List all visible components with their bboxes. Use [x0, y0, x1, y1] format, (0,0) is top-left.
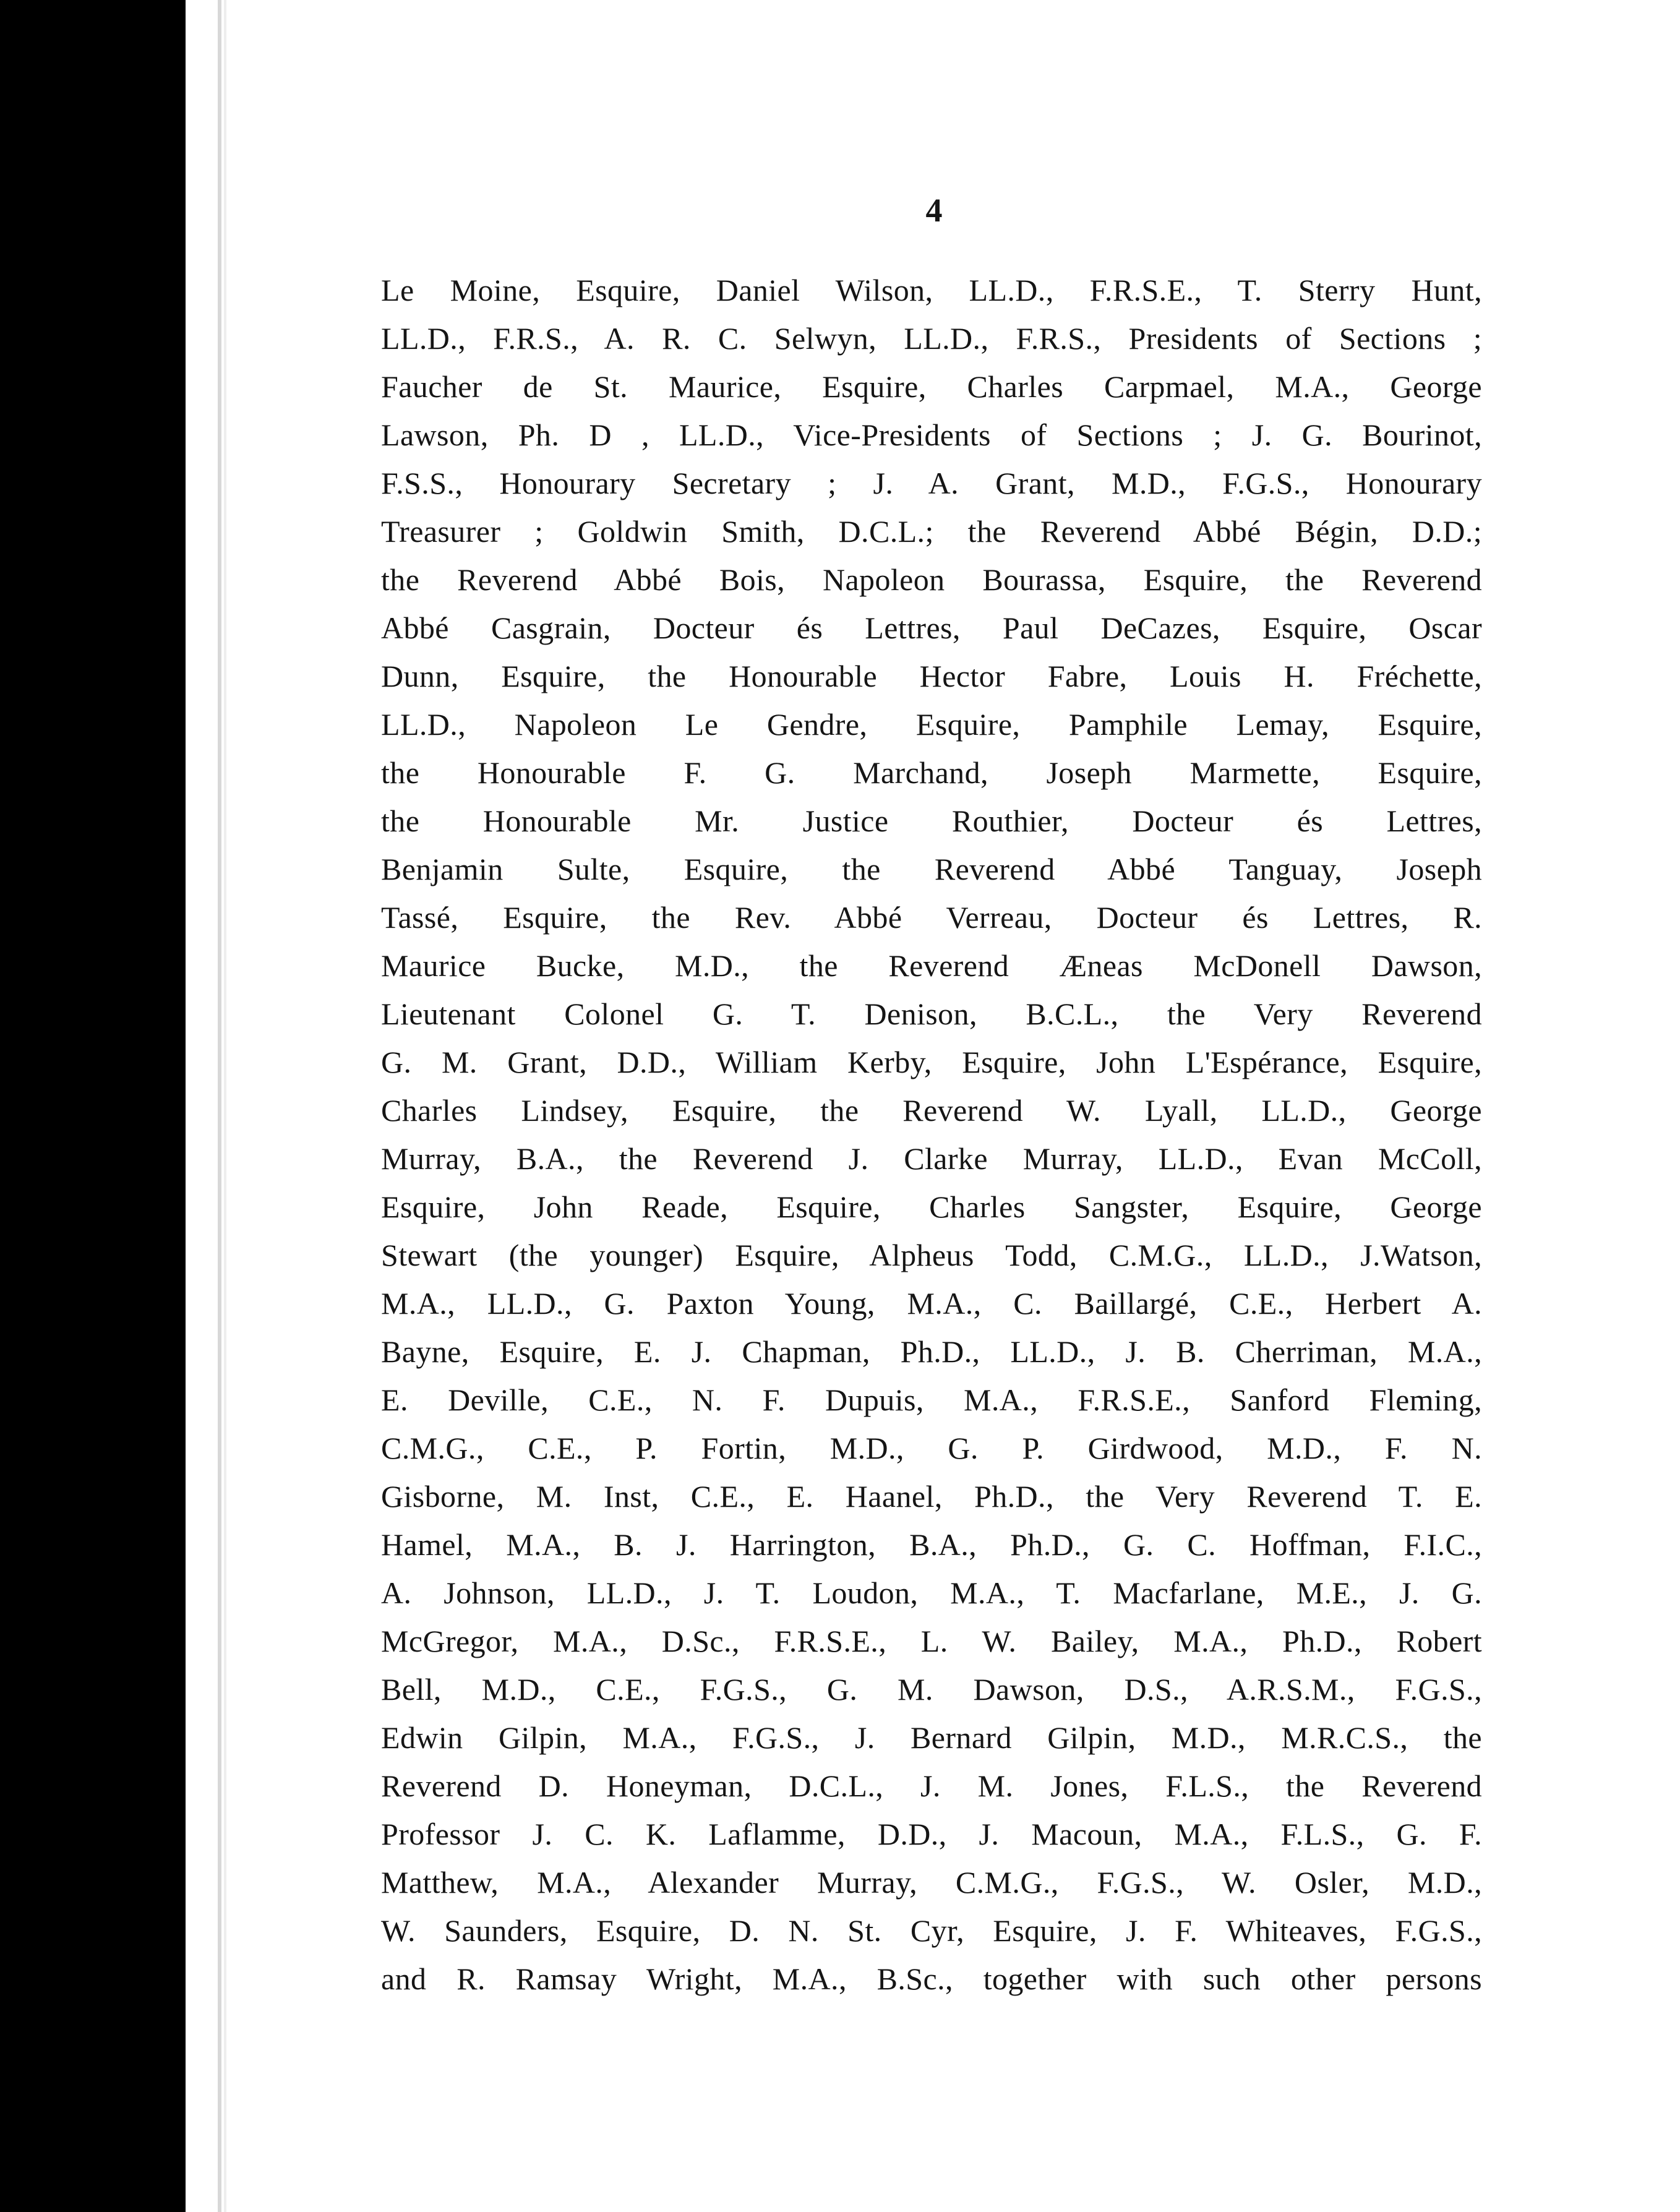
text-line: Treasurer ; Goldwin Smith, D.C.L.; the Reverend Abbé Bégin, D.D.; — [381, 514, 1482, 549]
text-line: Lieutenant Colonel G. T. Denison, B.C.L., the Very Reverend — [381, 997, 1482, 1031]
text-line: the Honourable F. G. Marchand, Joseph Marmette, Esquire, — [381, 755, 1482, 790]
body-paragraph — [381, 266, 1482, 2003]
text-line: Professor J. C. K. Laflamme, D.D., J. Macoun, M.A., F.L.S., G. F. — [381, 1817, 1482, 1851]
text-line: Matthew, M.A., Alexander Murray, C.M.G., F.G.S., W. Osler, M.D., — [381, 1865, 1482, 1900]
text-line: Tassé, Esquire, the Rev. Abbé Verreau, Docteur és Lettres, R. — [381, 900, 1482, 935]
text-line: Dunn, Esquire, the Honourable Hector Fabre, Louis H. Fréchette, — [381, 659, 1482, 693]
text-line: the Honourable Mr. Justice Routhier, Docteur és Lettres, — [381, 804, 1482, 838]
text-line: E. Deville, C.E., N. F. Dupuis, M.A., F.R.S.E., Sanford Fleming, — [381, 1382, 1482, 1417]
text-line: Murray, B.A., the Reverend J. Clarke Murray, LL.D., Evan McColl, — [381, 1141, 1482, 1176]
text-line: the Reverend Abbé Bois, Napoleon Bourassa, Esquire, the Reverend — [381, 562, 1482, 597]
text-line: LL.D., F.R.S., A. R. C. Selwyn, LL.D., F.R.S., Presidents of Sections ; — [381, 321, 1482, 356]
text-line: G. M. Grant, D.D., William Kerby, Esquire, John L'Espérance, Esquire, — [381, 1045, 1482, 1079]
page-number: 4 — [925, 192, 943, 229]
text-line: Le Moine, Esquire, Daniel Wilson, LL.D., F.R.S.E., T. Sterry Hunt, — [381, 273, 1482, 307]
text-line: Charles Lindsey, Esquire, the Reverend W. Lyall, LL.D., George — [381, 1093, 1482, 1128]
page-spine-highlight — [224, 0, 226, 2212]
text-line: McGregor, M.A., D.Sc., F.R.S.E., L. W. Bailey, M.A., Ph.D., Robert — [381, 1624, 1482, 1658]
text-line: W. Saunders, Esquire, D. N. St. Cyr, Esquire, J. F. Whiteaves, F.G.S., — [381, 1913, 1482, 1948]
text-line: Faucher de St. Maurice, Esquire, Charles Carpmael, M.A., George — [381, 369, 1482, 404]
text-line: A. Johnson, LL.D., J. T. Loudon, M.A., T. Macfarlane, M.E., J. G. — [381, 1575, 1482, 1610]
scan-left-border — [0, 0, 186, 2212]
text-line: Esquire, John Reade, Esquire, Charles Sangster, Esquire, George — [381, 1190, 1482, 1224]
text-line: Abbé Casgrain, Docteur és Lettres, Paul DeCazes, Esquire, Oscar — [381, 611, 1482, 645]
text-line: C.M.G., C.E., P. Fortin, M.D., G. P. Girdwood, M.D., F. N. — [381, 1431, 1482, 1465]
text-line: Stewart (the younger) Esquire, Alpheus Todd, C.M.G., LL.D., J.Watson, — [381, 1238, 1482, 1272]
text-line: Reverend D. Honeyman, D.C.L., J. M. Jones, F.L.S., the Reverend — [381, 1768, 1482, 1803]
page-spine-shadow — [218, 0, 221, 2212]
text-line: and R. Ramsay Wright, M.A., B.Sc., together with such other persons — [381, 1961, 1482, 1996]
text-line: Bell, M.D., C.E., F.G.S., G. M. Dawson, D.S., A.R.S.M., F.G.S., — [381, 1672, 1482, 1707]
text-line: Lawson, Ph. D , LL.D., Vice-Presidents of Sections ; J. G. Bourinot, — [381, 418, 1482, 452]
text-line: F.S.S., Honourary Secretary ; J. A. Grant, M.D., F.G.S., Honourary — [381, 466, 1482, 500]
text-line: Bayne, Esquire, E. J. Chapman, Ph.D., LL.D., J. B. Cherriman, M.A., — [381, 1334, 1482, 1369]
text-line: LL.D., Napoleon Le Gendre, Esquire, Pamphile Lemay, Esquire, — [381, 707, 1482, 742]
text-line: Gisborne, M. Inst, C.E., E. Haanel, Ph.D., the Very Reverend T. E. — [381, 1479, 1482, 1514]
text-line: Maurice Bucke, M.D., the Reverend Æneas McDonell Dawson, — [381, 948, 1482, 983]
text-line: Hamel, M.A., B. J. Harrington, B.A., Ph.D., G. C. Hoffman, F.I.C., — [381, 1527, 1482, 1562]
text-line: Edwin Gilpin, M.A., F.G.S., J. Bernard Gilpin, M.D., M.R.C.S., the — [381, 1720, 1482, 1755]
text-line: Benjamin Sulte, Esquire, the Reverend Abbé Tanguay, Joseph — [381, 852, 1482, 886]
text-line: M.A., LL.D., G. Paxton Young, M.A., C. Baillargé, C.E., Herbert A. — [381, 1286, 1482, 1321]
